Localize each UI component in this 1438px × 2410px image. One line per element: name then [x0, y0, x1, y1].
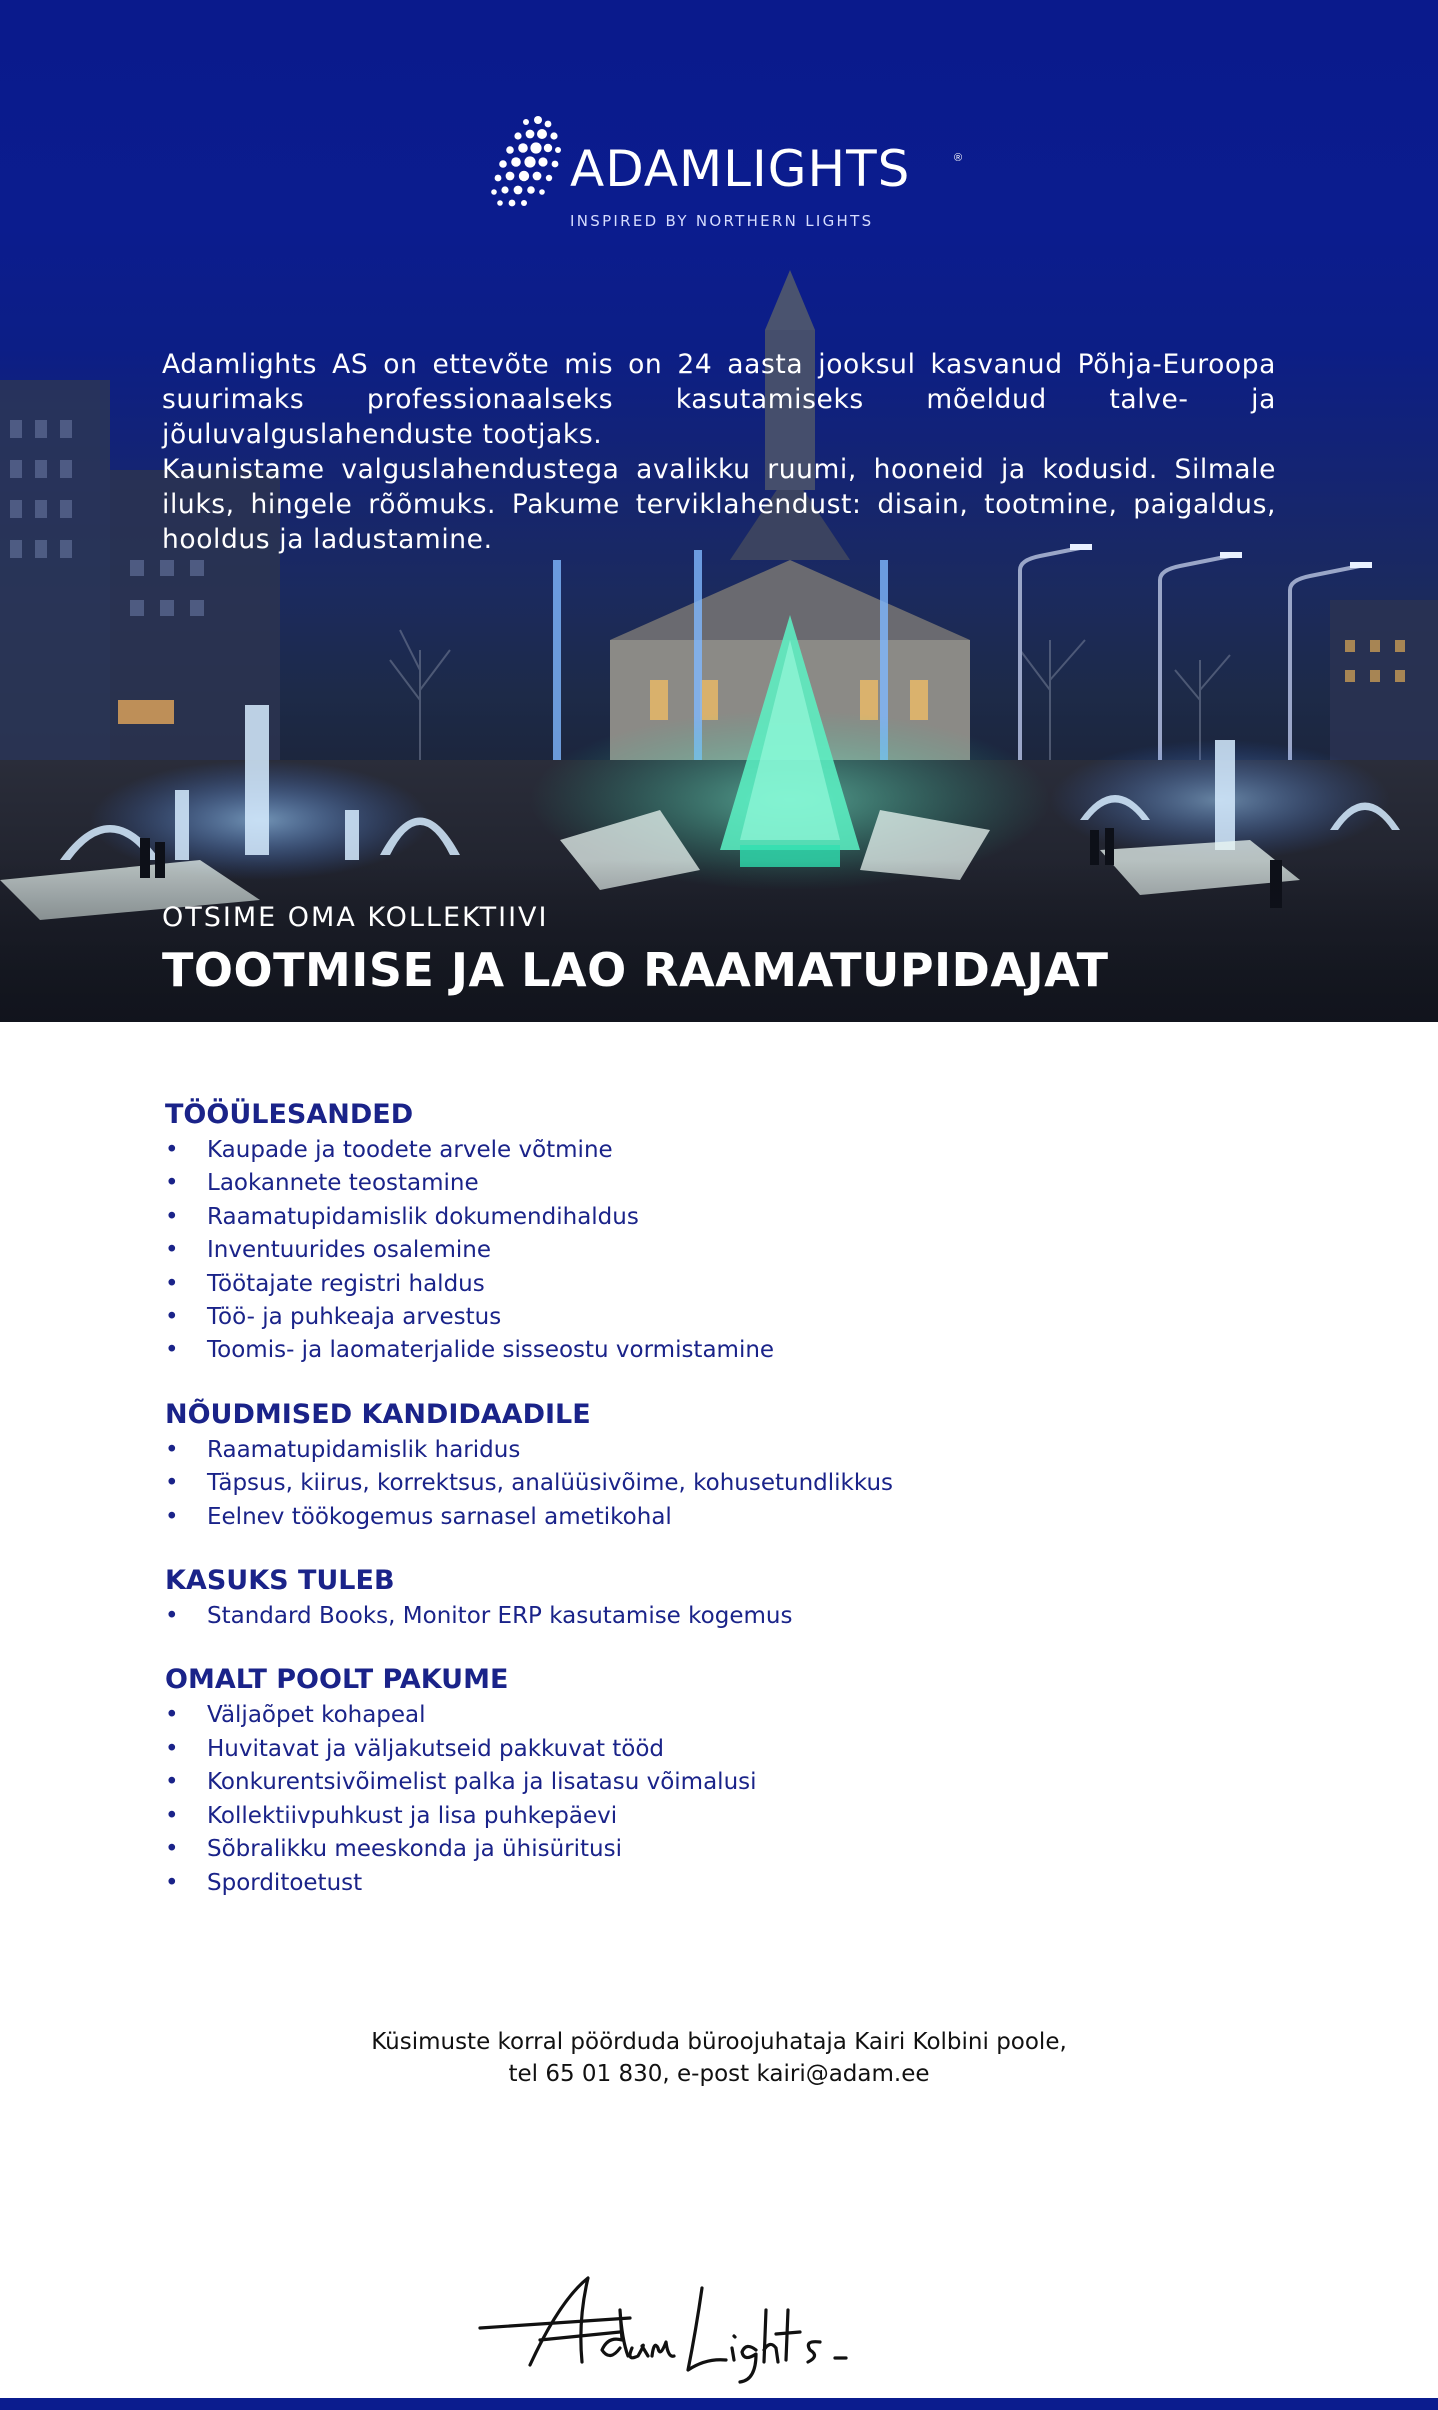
- list-item: • Sõbralikku meeskonda ja ühisüritusi: [165, 1833, 1265, 1866]
- list-item: • Töö- ja puhkeaja arvestus: [165, 1301, 1265, 1334]
- hero-banner: [0, 0, 1438, 1022]
- advantage-list: [165, 1600, 1265, 1633]
- list-item: • Inventuurides osalemine: [165, 1234, 1265, 1267]
- list-item: • Raamatupidamislik dokumendihaldus: [165, 1201, 1265, 1234]
- list-item: • Toomis- ja laomaterjalide sisseostu vormistamine: [165, 1334, 1265, 1367]
- contact-line-2: tel 65 01 830, e-post kairi@adam.ee: [508, 2061, 930, 2087]
- list-item: • Kaupade ja toodete arvele võtmine: [165, 1134, 1265, 1167]
- section-title: KASUKS TULEB: [165, 1565, 395, 1597]
- list-item: • Huvitavat ja väljakutseid pakkuvat tööd: [165, 1733, 1265, 1766]
- list-item: • Raamatupidamislik haridus: [165, 1434, 1265, 1467]
- section-offer: [165, 1663, 1265, 1899]
- requirements-list: [165, 1434, 1265, 1534]
- tasks-list: [165, 1134, 1265, 1368]
- list-item: • Eelnev töökogemus sarnasel ametikohal: [165, 1501, 1265, 1534]
- list-item: • Väljaõpet kohapeal: [165, 1699, 1265, 1732]
- company-logo: [478, 112, 978, 242]
- offer-list: [165, 1699, 1265, 1899]
- contact-info: [0, 2026, 1438, 2090]
- adamlights-signature-icon: [470, 2270, 930, 2390]
- registered-mark: ®: [954, 152, 963, 164]
- section-title: OMALT POOLT PAKUME: [165, 1664, 509, 1696]
- section-title: NÕUDMISED KANDIDAADILE: [165, 1398, 591, 1430]
- list-item: • Konkurentsivõimelist palka ja lisatasu võimalusi: [165, 1766, 1265, 1799]
- job-title: TOOTMISE JA LAO RAAMATUPIDAJAT: [162, 943, 1109, 997]
- logo-tagline: INSPIRED BY NORTHERN LIGHTS: [570, 212, 874, 230]
- section-tasks: [165, 1098, 1265, 1368]
- intro-paragraph-2: Kaunistame valguslahendustega avalikku ruumi, hooneid ja kodusid. Silmale iluks, hingele rõõmuks. Pakume terviklahendust: disain, tootmine, paigaldus, hooldus ja ladustamine.: [162, 454, 1276, 555]
- list-item: • Laokannete teostamine: [165, 1167, 1265, 1200]
- job-details: [165, 1098, 1265, 1930]
- logo-wordmark: ADAMLIGHTS: [570, 140, 911, 198]
- light-sphere-icon: [478, 112, 566, 212]
- list-item: • Töötajate registri haldus: [165, 1268, 1265, 1301]
- company-intro: [162, 347, 1276, 557]
- contact-line-1: Küsimuste korral pöörduda büroojuhataja Kairi Kolbini poole,: [371, 2029, 1067, 2055]
- list-item: • Sporditoetust: [165, 1867, 1265, 1900]
- section-advantage: [165, 1564, 1265, 1633]
- list-item: • Kollektiivpuhkust ja lisa puhkepäevi: [165, 1800, 1265, 1833]
- section-requirements: [165, 1398, 1265, 1534]
- list-item: • Täpsus, kiirus, korrektsus, analüüsivõime, kohusetundlikkus: [165, 1467, 1265, 1500]
- bottom-brand-bar: [0, 2398, 1438, 2410]
- hiring-eyebrow: OTSIME OMA KOLLEKTIIVI: [162, 902, 549, 933]
- section-title: TÖÖÜLESANDED: [165, 1099, 414, 1130]
- list-item: • Standard Books, Monitor ERP kasutamise kogemus: [165, 1600, 1265, 1633]
- intro-paragraph-1: Adamlights AS on ettevõte mis on 24 aasta jooksul kasvanud Põhja-Euroopa suurimaks professionaalseks kasutamiseks mõeldud talve- ja jõuluvalguslahenduste tootjaks.: [162, 349, 1276, 450]
